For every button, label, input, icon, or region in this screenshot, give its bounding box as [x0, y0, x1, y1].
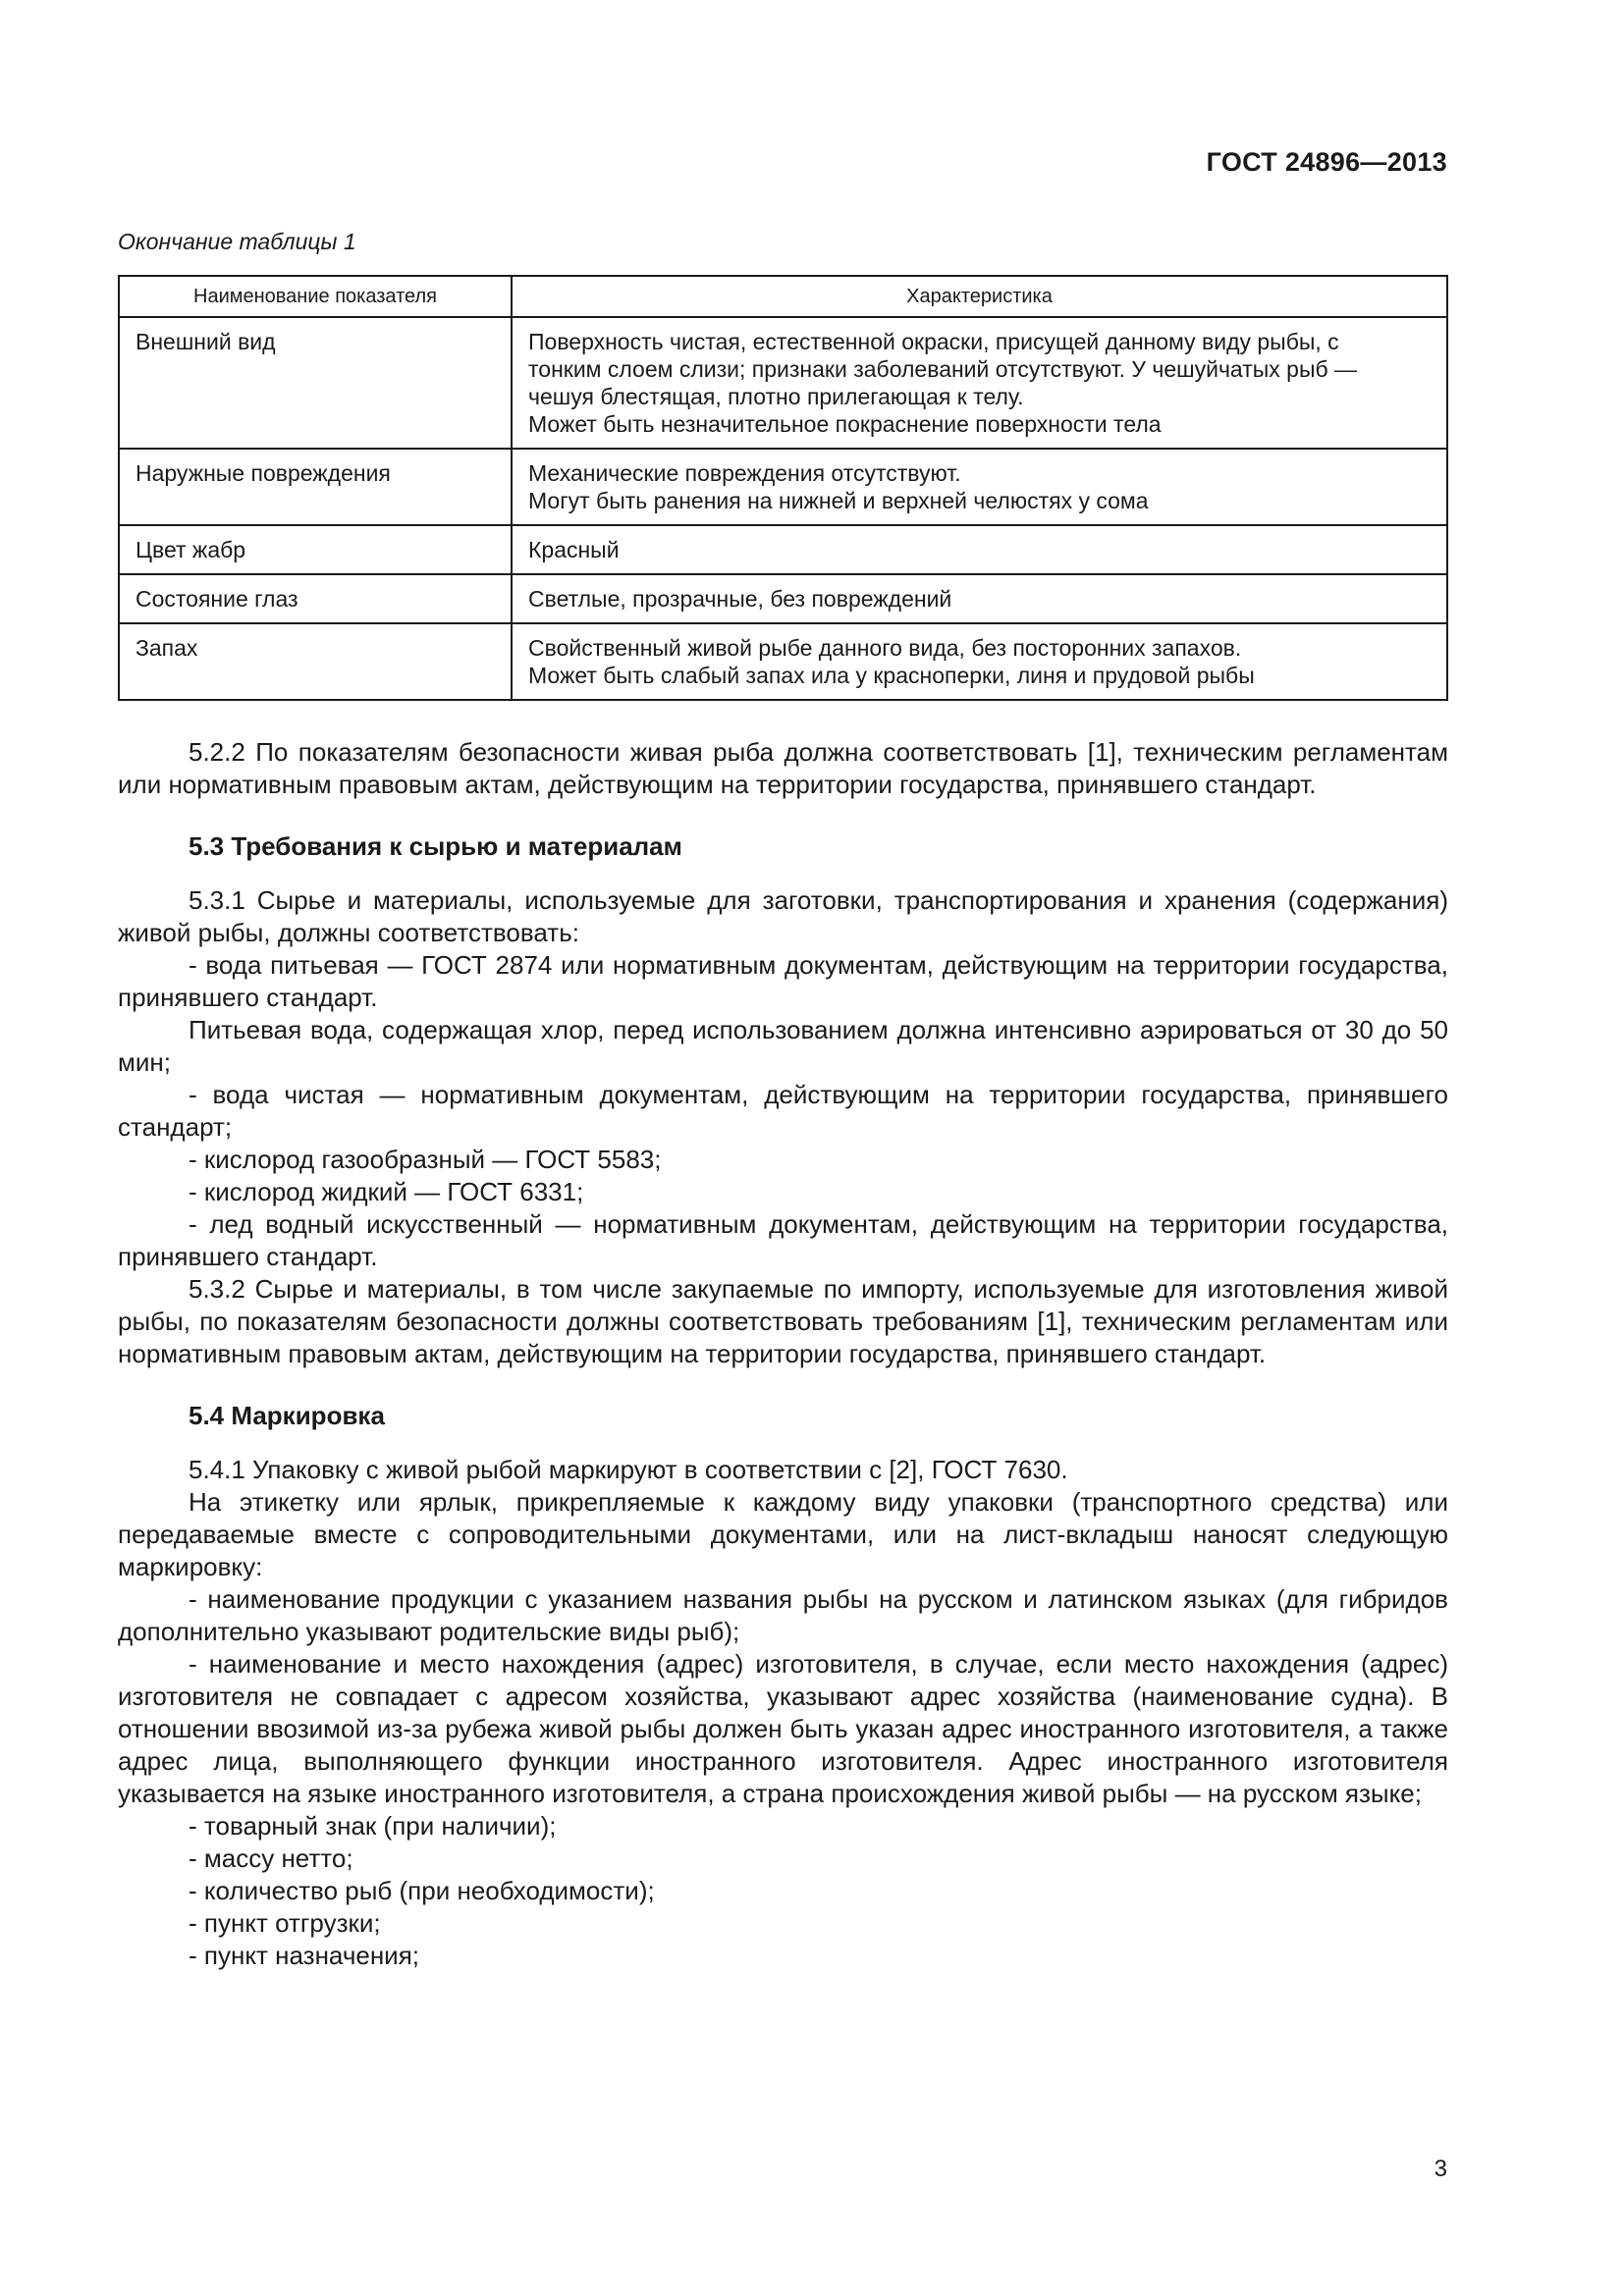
- list-item: - товарный знак (при наличии);: [189, 1811, 557, 1841]
- indicator-characteristic: Механические повреждения отсутствуют. Могут быть ранения на нижней и верхней челюстях у сома: [512, 449, 1447, 525]
- list-item: - массу нетто;: [189, 1843, 353, 1873]
- paragraph-5-3-2: 5.3.2 Сырье и материалы, в том числе закупаемые по импорту, используемые для изготовления живой рыбы, по показателям безопасности должны соответствовать требованиям [1], техническим регламентам или нормативным правовым актам, действующим на территории государства, принявшего стандарт.: [118, 1274, 1448, 1368]
- section-heading-5-4: 5.4 Маркировка: [189, 1401, 385, 1430]
- column-header-indicator: Наименование показателя: [119, 276, 512, 317]
- indicator-name: Наружные повреждения: [119, 449, 512, 525]
- list-item: - количество рыб (при необходимости);: [189, 1876, 655, 1905]
- column-header-characteristic: Характеристика: [512, 276, 1447, 317]
- indicators-table: [118, 275, 1448, 701]
- indicator-characteristic: Красный: [512, 525, 1447, 574]
- list-item: - пункт назначения;: [189, 1941, 420, 1970]
- paragraph-5-3-1: 5.3.1 Сырье и материалы, используемые для заготовки, транспортирования и хранения (содержания) живой рыбы, должны соответствовать:: [118, 885, 1448, 947]
- paragraph-5-4-1: 5.4.1 Упаковку с живой рыбой маркируют в соответствии с [2], ГОСТ 7630.: [189, 1455, 1068, 1484]
- paragraph-label: На этикетку или ярлык, прикрепляемые к каждому виду упаковки (транспортного средства) или передаваемые вместе с сопроводительными документами, или на лист-вкладыш наносят следующую маркировку:: [118, 1487, 1448, 1581]
- indicator-name: Цвет жабр: [119, 525, 512, 574]
- indicator-characteristic: Поверхность чистая, естественной окраски, присущей данному виду рыбы, с тонким слоем слизи; признаки заболеваний отсутствуют. У чешуйчатых рыб — чешуя блестящая, плотно прилегающая к телу. Может быть незначительное покраснение поверхности тела: [512, 317, 1447, 449]
- document-number: ГОСТ 24896—2013: [1206, 147, 1447, 177]
- indicator-name: Запах: [119, 623, 512, 700]
- list-item: - лед водный искусственный — нормативным документам, действующим на территории государства, принявшего стандарт.: [118, 1209, 1448, 1271]
- table-row: [119, 317, 1447, 449]
- list-item: - наименование и место нахождения (адрес) изготовителя, в случае, если место нахождения (адрес) изготовителя не совпадает с адресом хозяйства, указывают адрес хозяйства (наименование судна). В отношении ввозимой из-за рубежа живой рыбы должен быть указан адрес иностранного изготовителя, а также адрес лица, выполняющего функции иностранного изготовителя. Адрес иностранного изготовителя указывается на языке иностранного изготовителя, а страна происхождения живой рыбы — на русском языке;: [118, 1649, 1448, 1808]
- indicator-characteristic: Свойственный живой рыбе данного вида, без посторонних запахов. Может быть слабый запах ила у красноперки, линя и прудовой рыбы: [512, 623, 1447, 700]
- page-number: 3: [1434, 2156, 1447, 2182]
- table-header-row: [119, 276, 1447, 317]
- list-item: - кислород жидкий — ГОСТ 6331;: [189, 1177, 584, 1206]
- table-row: [119, 525, 1447, 574]
- list-item: - вода питьевая — ГОСТ 2874 или нормативным документам, действующим на территории государства, принявшего стандарт.: [118, 950, 1448, 1012]
- document-body: [118, 736, 1448, 1972]
- table-row: [119, 449, 1447, 525]
- indicator-characteristic: Светлые, прозрачные, без повреждений: [512, 574, 1447, 623]
- table-row: [119, 623, 1447, 700]
- list-item: - наименование продукции с указанием названия рыбы на русском и латинском языках (для гибридов дополнительно указывают родительские виды рыб);: [118, 1584, 1448, 1646]
- list-item: - вода чистая — нормативным документам, действующим на территории государства, принявшего стандарт;: [118, 1080, 1448, 1142]
- indicator-name: Внешний вид: [119, 317, 512, 449]
- table-caption: Окончание таблицы 1: [118, 229, 356, 254]
- indicator-name: Состояние глаз: [119, 574, 512, 623]
- table-row: [119, 574, 1447, 623]
- paragraph-5-2-2: 5.2.2 По показателям безопасности живая рыба должна соответствовать [1], техническим регламентам или нормативным правовым актам, действующим на территории государства, принявшего стандарт.: [118, 737, 1448, 799]
- list-item: - пункт отгрузки;: [189, 1908, 381, 1938]
- list-item: - кислород газообразный — ГОСТ 5583;: [189, 1145, 662, 1174]
- section-heading-5-3: 5.3 Требования к сырью и материалам: [189, 831, 682, 861]
- paragraph-chlorine: Питьевая вода, содержащая хлор, перед использованием должна интенсивно аэрироваться от 30 до 50 мин;: [118, 1015, 1448, 1077]
